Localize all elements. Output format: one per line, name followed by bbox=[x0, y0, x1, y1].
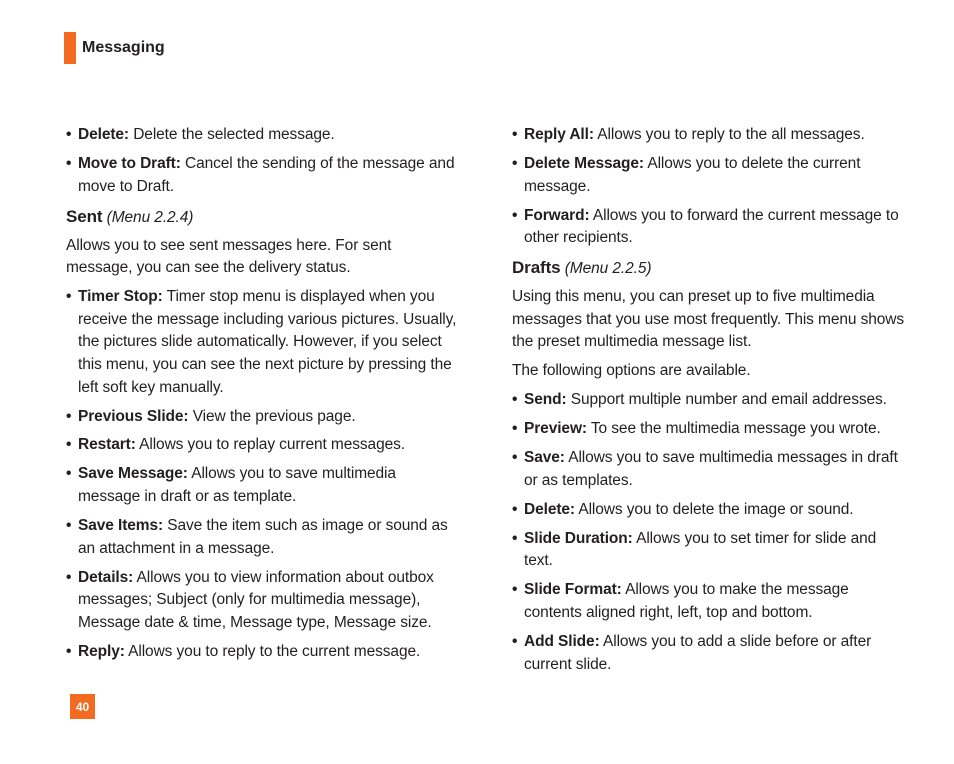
item-term: Move to Draft: bbox=[78, 154, 181, 172]
list-item bbox=[512, 631, 907, 676]
bullet: • bbox=[66, 126, 72, 143]
list-item bbox=[66, 406, 461, 429]
item-text: Allows you to delete the current message. bbox=[524, 154, 861, 195]
page-header bbox=[64, 32, 165, 64]
item-text: Allows you to forward the current message to other recipients. bbox=[524, 206, 899, 247]
section-menu-ref: (Menu 2.2.4) bbox=[102, 208, 194, 226]
section-heading-sent bbox=[66, 205, 461, 230]
item-term: Preview: bbox=[524, 420, 587, 438]
item-text: Allows you to save multimedia message in draft or as template. bbox=[78, 465, 396, 506]
item-term: Delete Message: bbox=[524, 154, 644, 172]
list-item bbox=[66, 124, 461, 147]
right-column bbox=[512, 124, 907, 683]
list-item bbox=[66, 567, 461, 635]
item-term: Save: bbox=[524, 449, 565, 467]
list-item bbox=[66, 286, 461, 399]
bullet: • bbox=[66, 642, 72, 660]
list-item bbox=[66, 434, 461, 457]
item-term: Add Slide: bbox=[524, 632, 600, 650]
bullet: • bbox=[512, 449, 518, 467]
item-term: Delete: bbox=[78, 126, 129, 143]
item-term: Details: bbox=[78, 568, 134, 586]
list-item bbox=[512, 124, 907, 147]
list-item bbox=[512, 528, 907, 573]
section-heading-drafts bbox=[512, 256, 907, 281]
item-text: Support multiple number and email addresses. bbox=[566, 391, 887, 409]
list-item bbox=[66, 463, 461, 508]
bullet: • bbox=[66, 517, 72, 535]
item-text: Save the item such as image or sound as an attachment in a message. bbox=[78, 517, 448, 557]
bullet: • bbox=[512, 154, 518, 172]
item-term: Slide Duration: bbox=[524, 529, 633, 547]
item-text: View the previous page. bbox=[188, 407, 356, 425]
header-accent-bar bbox=[64, 32, 76, 64]
list-item bbox=[512, 447, 907, 492]
bullet: • bbox=[66, 407, 72, 425]
item-term: Save Items: bbox=[78, 517, 164, 535]
item-text: Cancel the sending of the message and move to Draft. bbox=[78, 154, 455, 195]
item-text: Allows you to save multimedia messages in draft or as templates. bbox=[524, 449, 898, 489]
item-term: Previous Slide: bbox=[78, 407, 189, 425]
item-text: Allows you to replay current messages. bbox=[135, 436, 405, 454]
list-item bbox=[512, 389, 907, 412]
bullet: • bbox=[66, 288, 72, 306]
header-title: Messaging bbox=[82, 39, 165, 56]
item-text: Timer stop menu is displayed when you receive the message including various pictures. Usually, the pictures slide automatically. However, if you select this menu, you can see the next picture by pressing the left soft key manually. bbox=[78, 288, 457, 396]
list-item bbox=[512, 153, 907, 198]
list-item bbox=[512, 499, 907, 522]
item-text: Allows you to make the message contents aligned right, left, top and bottom. bbox=[524, 581, 849, 621]
item-text: Allows you to delete the image or sound. bbox=[575, 500, 854, 518]
page-number: 40 bbox=[70, 694, 95, 719]
item-text: Allows you to set timer for slide and text. bbox=[524, 529, 877, 570]
bullet: • bbox=[66, 465, 72, 483]
item-text: Allows you to reply to the all messages. bbox=[593, 126, 865, 143]
section-title: Drafts bbox=[512, 258, 561, 278]
bullet: • bbox=[512, 632, 518, 650]
bullet: • bbox=[512, 206, 518, 224]
item-text: Allows you to reply to the current message. bbox=[124, 642, 421, 660]
item-term: Slide Format: bbox=[524, 581, 622, 599]
item-term: Reply: bbox=[78, 642, 125, 660]
list-item bbox=[66, 515, 461, 560]
list-item bbox=[512, 418, 907, 441]
item-term: Delete: bbox=[524, 500, 575, 518]
bullet: • bbox=[512, 126, 518, 143]
bullet: • bbox=[512, 391, 518, 409]
item-term: Restart: bbox=[78, 436, 136, 454]
item-text: Allows you to view information about outbox messages; Subject (only for multimedia message), Message date & time, Message type, Message size. bbox=[78, 568, 434, 631]
item-term: Timer Stop: bbox=[78, 288, 163, 306]
bullet: • bbox=[66, 436, 72, 454]
item-term: Send: bbox=[524, 391, 567, 409]
bullet: • bbox=[512, 581, 518, 599]
section-intro-options: The following options are available. bbox=[512, 362, 751, 380]
bullet: • bbox=[512, 529, 518, 547]
section-title: Sent bbox=[66, 206, 103, 226]
list-item bbox=[66, 641, 461, 664]
item-term: Forward: bbox=[524, 206, 590, 224]
section-intro: Allows you to see sent messages here. For sent message, you can see the delivery status. bbox=[66, 236, 392, 277]
bullet: • bbox=[512, 500, 518, 518]
item-text: To see the multimedia message you wrote. bbox=[586, 420, 881, 438]
section-menu-ref: (Menu 2.2.5) bbox=[560, 260, 652, 278]
bullet: • bbox=[512, 420, 518, 438]
item-text: Delete the selected message. bbox=[129, 126, 335, 143]
item-term: Reply All: bbox=[524, 126, 594, 143]
list-item bbox=[512, 579, 907, 624]
item-text: Allows you to add a slide before or after current slide. bbox=[524, 632, 872, 673]
list-item bbox=[66, 153, 461, 198]
section-intro: Using this menu, you can preset up to five multimedia messages that you use most frequently. This menu shows the preset multimedia message list. bbox=[512, 288, 905, 351]
left-column bbox=[66, 124, 461, 670]
list-item bbox=[512, 205, 907, 250]
bullet: • bbox=[66, 568, 72, 586]
bullet: • bbox=[66, 154, 72, 172]
item-term: Save Message: bbox=[78, 465, 188, 483]
